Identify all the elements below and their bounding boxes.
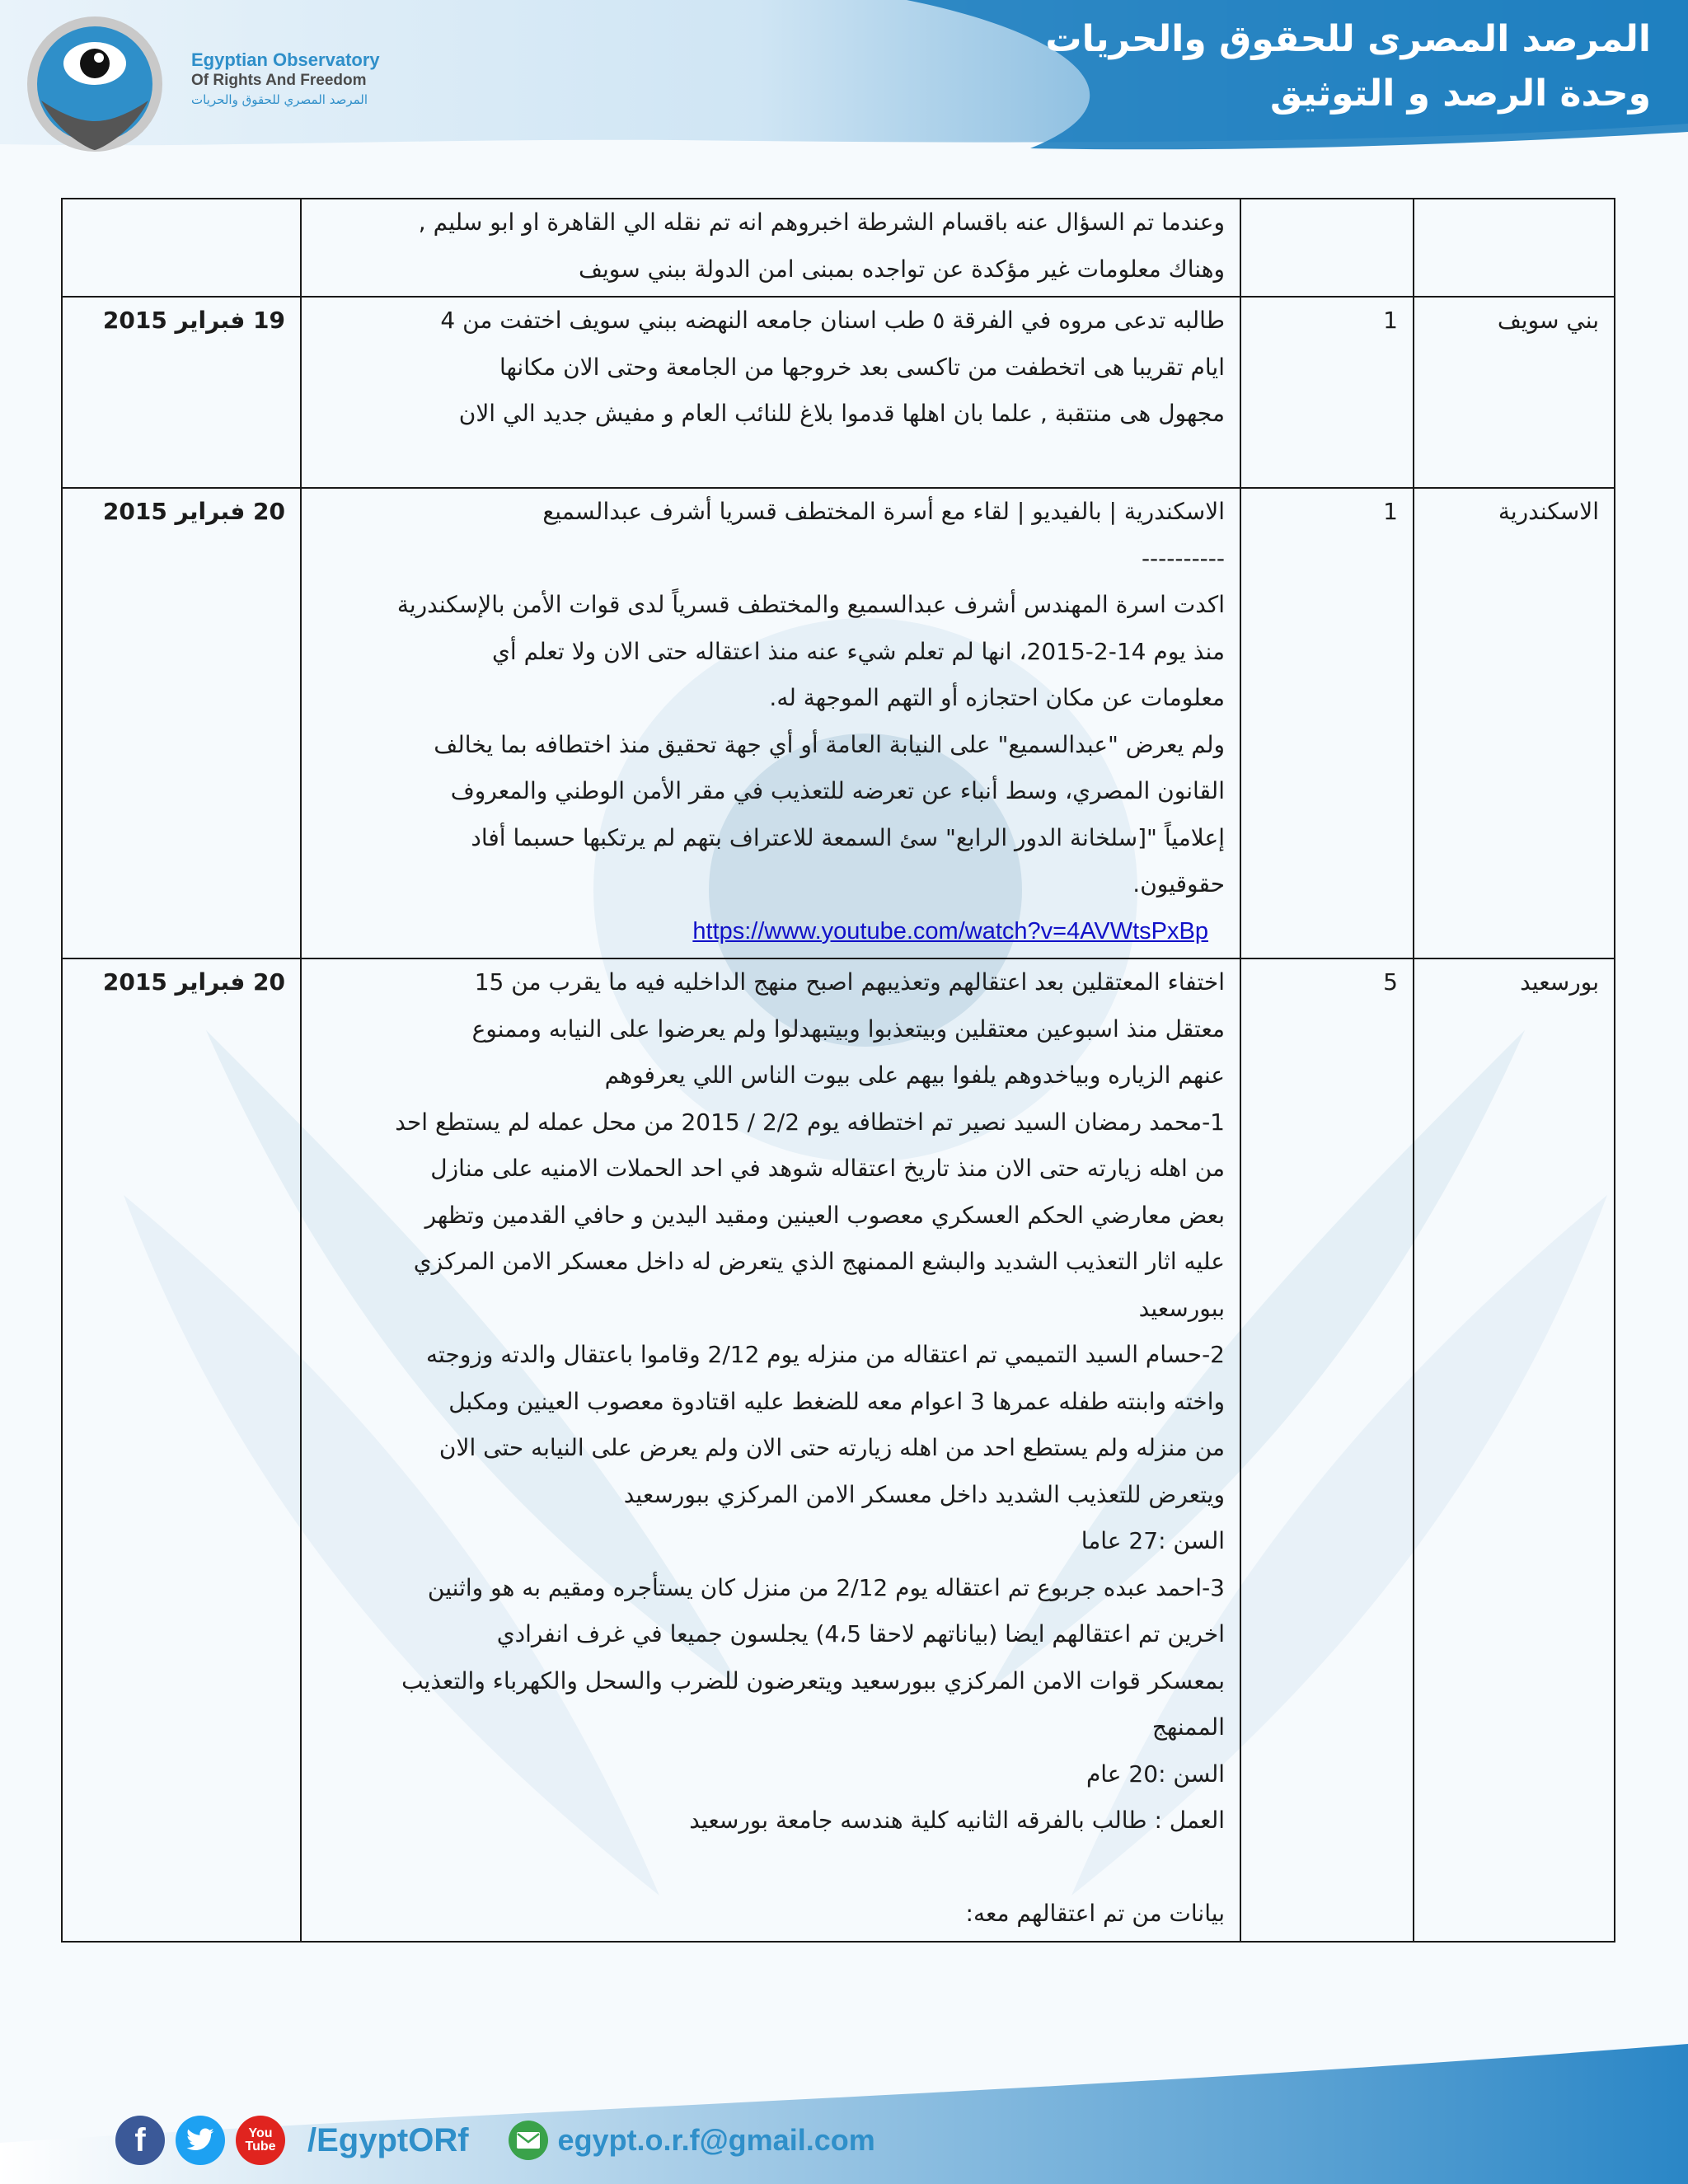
page-title: المرصد المصرى للحقوق والحريات bbox=[1045, 18, 1651, 60]
logo-text bbox=[191, 49, 406, 109]
governorate-cell bbox=[1414, 199, 1615, 297]
social-handle[interactable]: /EgyptORf bbox=[307, 2121, 469, 2158]
facebook-icon[interactable]: f bbox=[115, 2116, 165, 2165]
details-line: من اهله زيارته حتى الان منذ تاريخ اعتقاله شوهد في احد الحملات الامنيه على منازل bbox=[430, 1155, 1225, 1182]
details-line: واخته وابنته طفله عمرها 3 اعوام معه للضغط عليه اقتادوة معصوب العينين ومكبل bbox=[448, 1387, 1225, 1415]
count-cell: 5 bbox=[1240, 958, 1414, 1942]
details-line: بمعسكر قوات الامن المركزي ببورسعيد ويتعرضون للضرب والسحل والكهرباء والتعذيب bbox=[401, 1666, 1225, 1694]
details-line: 3-احمد عبده جربوع تم اعتقاله يوم 2/12 من منزل كان يستأجره ومقيم به هو واثنين bbox=[427, 1573, 1225, 1601]
details-line: السن :27 عاما bbox=[1081, 1527, 1225, 1554]
details-line bbox=[316, 1844, 1225, 1891]
youtube-icon[interactable]: You Tube bbox=[236, 2116, 285, 2165]
details-line: حقوقيون. bbox=[1132, 870, 1225, 898]
logo-english-line2: Of Rights And Freedom bbox=[191, 72, 367, 89]
details-cell bbox=[301, 297, 1240, 488]
details-line: عنهم الزياره وبياخدوهم يلفوا بيهم على بيوت الناس اللي يعرفوهم bbox=[604, 1062, 1225, 1089]
logo-english-line1: Egyptian Observatory bbox=[191, 49, 380, 70]
details-line: طالبه تدعى مروه في الفرقة ٥ طب اسنان جامعه النهضه ببني سويف اختفت من 4 bbox=[440, 307, 1225, 334]
governorate-cell: الاسكندرية bbox=[1414, 488, 1615, 958]
details-line: بيانات من تم اعتقالهم معه: bbox=[965, 1900, 1225, 1927]
logo-icon bbox=[25, 10, 165, 158]
details-line: عليه اثار التعذيب الشديد والبشع الممنهج الذي يتعرض له داخل معسكر الامن المركزي bbox=[413, 1248, 1225, 1275]
count-cell bbox=[1240, 199, 1414, 297]
details-line: اختفاء المعتقلين بعد اعتقالهم وتعذيبهم اصبح منهج الداخليه فيه ما يقرب من 15 bbox=[474, 968, 1225, 996]
twitter-icon[interactable] bbox=[176, 2116, 225, 2165]
date-cell: 20 فبراير 2015 bbox=[62, 488, 301, 958]
page-subtitle: وحدة الرصد و التوثيق bbox=[1270, 73, 1651, 115]
details-line: السن :20 عام bbox=[1085, 1760, 1225, 1788]
details-line: الممنهج bbox=[1151, 1713, 1225, 1741]
date-cell: 19 فبراير 2015 bbox=[62, 297, 301, 488]
details-cell bbox=[301, 199, 1240, 297]
details-line: اكدت اسرة المهندس أشرف عبدالسميع والمختطف قسرياً لدى قوات الأمن بالإسكندرية bbox=[396, 591, 1225, 618]
details-line: بعض معارضي الحكم العسكري معصوب العينين ومقيد اليدين و حافي القدمين وتظهر bbox=[424, 1201, 1225, 1229]
details-cell bbox=[301, 488, 1240, 958]
table-row bbox=[62, 488, 1615, 958]
date-cell bbox=[62, 199, 301, 297]
date-cell: 20 فبراير 2015 bbox=[62, 958, 301, 1942]
details-line: من منزله ولم يستطع احد من اهله زيارته حتى الان ولم يعرض على النيابه حتى الان bbox=[438, 1434, 1225, 1461]
details-line: معلومات عن مكان احتجازه أو التهم الموجهة له. bbox=[769, 684, 1225, 711]
details-line: ببورسعيد bbox=[1138, 1294, 1225, 1322]
records-table bbox=[61, 198, 1615, 1943]
details-line: ايام تقريبا هى اتخطفت من تاكسى بعد خروجها من الجامعة وحتى الان مكانها bbox=[499, 353, 1225, 381]
details-line: ويتعرض للتعذيب الشديد داخل معسكر الامن المركزي ببورسعيد bbox=[623, 1480, 1225, 1508]
details-line: العمل : طالب بالفرقه الثانيه كلية هندسه جامعة بورسعيد bbox=[689, 1807, 1225, 1834]
details-cell bbox=[301, 958, 1240, 1942]
details-line: ولم يعرض "عبدالسميع" على النيابة العامة أو أي جهة تحقيق منذ اختطافه بما يخالف bbox=[434, 730, 1225, 758]
video-link[interactable]: https://www.youtube.com/watch?v=4AVWtsPxBp bbox=[692, 917, 1208, 944]
details-line: منذ يوم 14-2-2015، انها لم تعلم شيء عنه منذ اعتقاله حتى الان ولا تعلم أي bbox=[492, 637, 1225, 665]
details-line: القانون المصري، وسط أنباء عن تعرضه للتعذيب في مقر الأمن الوطني والمعروف bbox=[450, 777, 1225, 804]
details-line: إعلامياً "[سلخانة الدور الرابع" سئ السمعة للاعتراف بتهم لم يرتكبها حسبما أفاد bbox=[471, 823, 1225, 851]
count-cell: 1 bbox=[1240, 297, 1414, 488]
table-row bbox=[62, 199, 1615, 297]
details-line: وعندما تم السؤال عنه باقسام الشرطة اخبروهم انه تم نقله الي القاهرة او ابو سليم , bbox=[418, 209, 1225, 236]
governorate-cell: بني سويف bbox=[1414, 297, 1615, 488]
contact-email[interactable]: egypt.o.r.f@gmail.com bbox=[557, 2123, 875, 2157]
count-cell: 1 bbox=[1240, 488, 1414, 958]
details-line: الاسكندرية | بالفيديو | لقاء مع أسرة المختطف قسريا أشرف عبدالسميع bbox=[542, 498, 1225, 525]
details-line: 1-محمد رمضان السيد نصير تم اختطافه يوم 2/2 / 2015 من محل عمله لم يستطع احد bbox=[395, 1108, 1225, 1136]
details-line: وهناك معلومات غير مؤكدة عن تواجده بمبنى امن الدولة ببني سويف bbox=[578, 255, 1225, 283]
page-header bbox=[0, 0, 1688, 165]
details-line: 2-حسام السيد التميمي تم اعتقاله من منزله يوم 2/12 وقاموا باعتقال والدته وزوجته bbox=[426, 1341, 1225, 1368]
page-footer bbox=[115, 2111, 875, 2169]
table-row bbox=[62, 297, 1615, 488]
mail-icon bbox=[509, 2121, 548, 2160]
table-row bbox=[62, 958, 1615, 1942]
logo-arabic: المرصد المصري للحقوق والحريات bbox=[191, 92, 368, 107]
details-line: ---------- bbox=[1141, 544, 1225, 572]
details-line: معتقل منذ اسبوعين معتقلين وبيتعذبوا وبيتبهدلوا ولم يعرضوا على النيابه وممنوع bbox=[471, 1015, 1225, 1043]
details-line: اخرين تم اعتقالهم ايضا (بياناتهم لاحقا 4،5) يجلسون جميعا في غرف انفرادي bbox=[496, 1620, 1225, 1647]
details-line: مجهول هى منتقبة , علما بان اهلها قدموا بلاغ للنائب العام و مفيش جديد الي الان bbox=[458, 400, 1225, 427]
governorate-cell: بورسعيد bbox=[1414, 958, 1615, 1942]
